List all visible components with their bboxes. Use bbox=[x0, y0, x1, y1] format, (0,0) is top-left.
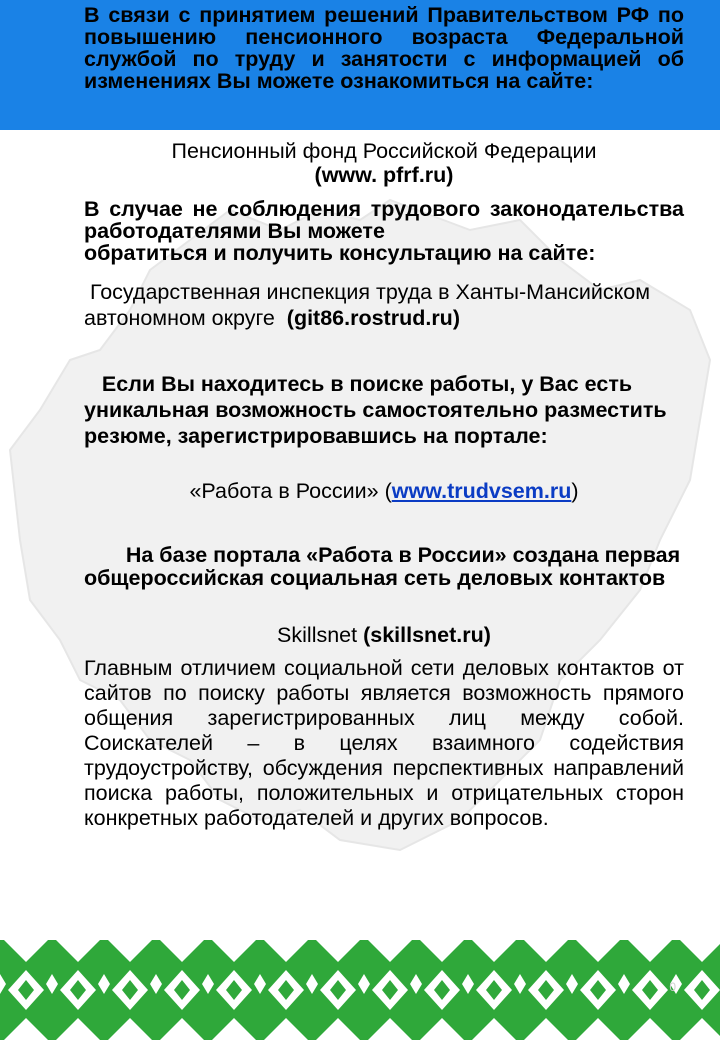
skillsnet-site: (skillsnet.ru) bbox=[363, 623, 491, 647]
header-text: В связи с принятием решений Правительством РФ по повышению пенсионного возраста Федеральной службой по труду и занятости с информацией об изменениях Вы можете ознакомиться на сайте: bbox=[84, 3, 684, 93]
pension-fund-site: (www. pfrf.ru) bbox=[314, 163, 454, 187]
labor-violation-text bbox=[84, 198, 684, 264]
header-banner bbox=[0, 0, 720, 130]
labor-inspection-name: Государственная инспекция труда в Ханты-Мансийском автономном округе bbox=[84, 280, 651, 330]
skillsnet-block bbox=[84, 622, 684, 648]
labor-violation-last-line: обратиться и получить консультацию на сайте: bbox=[84, 241, 596, 265]
page-number: 0 bbox=[669, 980, 676, 994]
labor-inspection-site: (git86.rostrud.ru) bbox=[286, 306, 460, 330]
skillsnet-name: Skillsnet bbox=[277, 623, 358, 647]
open-paren: ( bbox=[384, 479, 392, 503]
trudvsem-block bbox=[84, 478, 684, 504]
job-search-text bbox=[84, 371, 684, 449]
pension-fund-name: Пенсионный фонд Российской Федерации bbox=[171, 139, 597, 163]
close-paren: ) bbox=[571, 479, 579, 503]
pension-fund-block bbox=[84, 139, 684, 187]
labor-inspection-block bbox=[84, 279, 684, 331]
trudvsem-link[interactable]: www.trudvsem.ru bbox=[391, 479, 572, 503]
portal-name: «Работа в России» bbox=[189, 479, 379, 503]
job-search-paragraph: Если Вы находитесь в поиске работы, у Вас есть уникальная возможность самостоятельно разместить резюме, зарегистрировавшись на портале: bbox=[84, 372, 667, 448]
labor-violation-main: В случае не соблюдения трудового законодательства работодателями Вы можете bbox=[84, 197, 684, 243]
skillsnet-intro-text: На базе портала «Работа в России» создана первая общероссийская социальная сеть деловых контактов bbox=[84, 543, 681, 590]
skillsnet-description: Главным отличием социальной сети деловых контактов от сайтов по поиску работы является возможность прямого общения зарегистрированных лиц между собой. Соискателей – в целях взаимного содействия трудоустройству, обсуждения перспективных направлений поиска работы, положительных и отрицательных сторон конкретных работодателей и других вопросов. bbox=[84, 656, 684, 830]
ornament-border bbox=[0, 940, 720, 1040]
skillsnet-intro bbox=[84, 544, 684, 590]
